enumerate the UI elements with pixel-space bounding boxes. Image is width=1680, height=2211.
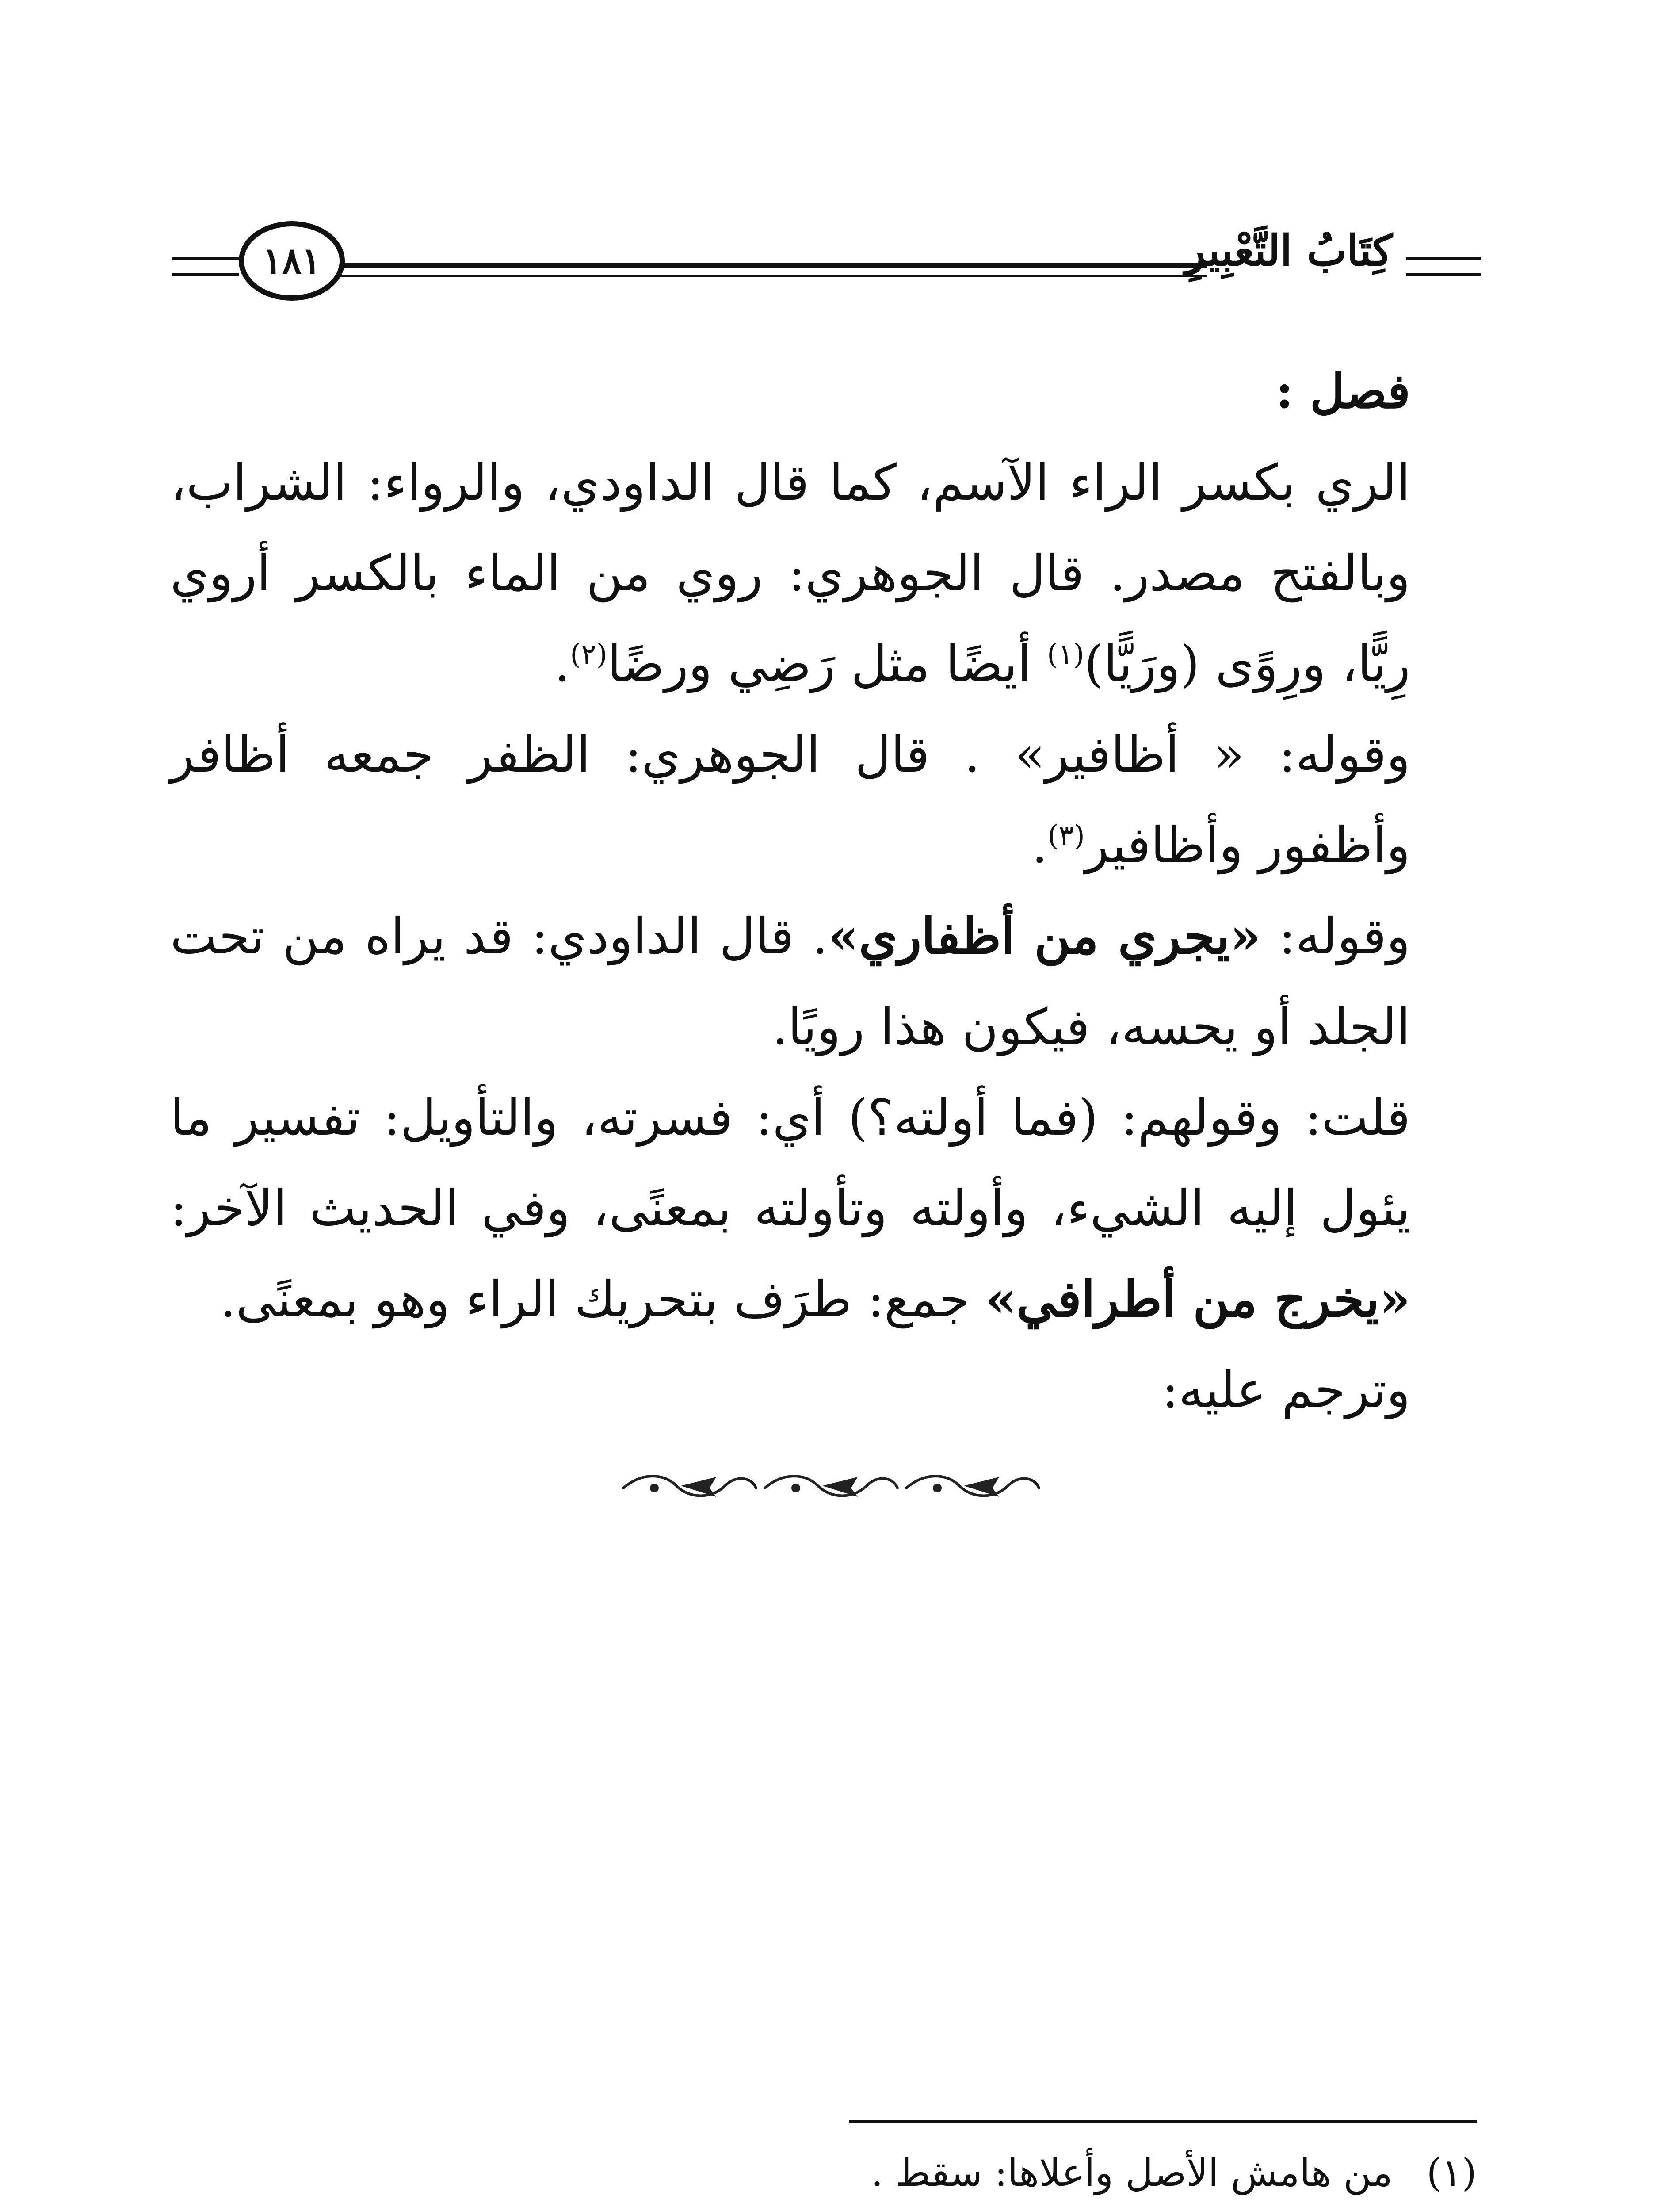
footnote-ref-3: (٣) (1047, 819, 1085, 853)
page-number: ١٨١ (239, 221, 345, 301)
footnotes (416, 2140, 1477, 2211)
running-title: كِتَابُ التَّعْبِيرِ (1185, 226, 1393, 275)
footnote-ref-2: (٢) (570, 638, 607, 671)
footnote-ref-1: (١) (1047, 638, 1084, 671)
paragraph-4-quote: «يخرج من أطرافي» (985, 1270, 1410, 1328)
main-text (170, 345, 1410, 1436)
paragraph-3 (170, 891, 1410, 1073)
paragraph-1-text-a: الري بكسر الراء الآسم، كما قال الداودي، والرواء: الشراب، وبالفتح مصدر. قال الجوهري: روي من الماء بالكسر أروي رِيًّا، ورِوًى (ورَيًّا) (170, 454, 1410, 693)
paragraph-4-text-b: جمع: طرَف بتحريك الراء وهو بمعنًى. (220, 1271, 986, 1328)
paragraph-5: وترجم عليه: (1162, 1362, 1410, 1419)
ornament-divider (615, 1464, 1048, 1508)
paragraph-2 (170, 710, 1410, 891)
footnote-number (1393, 2206, 1477, 2211)
paragraph-3-text-a: وقوله: (1260, 908, 1411, 965)
footnote-1 (416, 2140, 1477, 2206)
paragraph-2-text-b: . (1031, 817, 1048, 874)
footnote-2 (416, 2206, 1477, 2211)
paragraph-1 (170, 438, 1410, 710)
paragraph-1-text-b: أيضًا مثل رَضِي ورضًا (607, 635, 1047, 693)
paragraph-4 (170, 1073, 1410, 1345)
header-rule (340, 263, 1207, 277)
paragraph-1-text-c: . (554, 635, 570, 693)
header-rule-right (1406, 257, 1481, 276)
paragraph-4-text-a: قلت: وقولهم: (فما أولته؟) أي: فسرته، والتأويل: تفسير ما يئول إليه الشيء، وأولته وتأولته بمعنًى، وفي الحديث الآخر: (170, 1089, 1410, 1237)
section-heading: فصل : (1275, 363, 1410, 419)
footnote-text: من هامش الأصل وأعلاها: سقط . (871, 2151, 1393, 2195)
paragraph-2-text-a: وقوله: « أظافير» . قال الجوهري: الظفر جمعه أظافر وأظفور وأظافير (170, 726, 1410, 874)
page-header (172, 208, 1481, 314)
paragraph-3-quote: «يجري من أظفاري» (828, 907, 1261, 965)
paragraph-3-text-b: . قال الداودي: قد يراه من تحت الجلد أو يحسه، فيكون هذا رويًا. (170, 908, 1410, 1056)
header-rule-left (172, 257, 239, 276)
footnote-separator (849, 2120, 1477, 2123)
footnote-number: (١) (1426, 2151, 1477, 2195)
